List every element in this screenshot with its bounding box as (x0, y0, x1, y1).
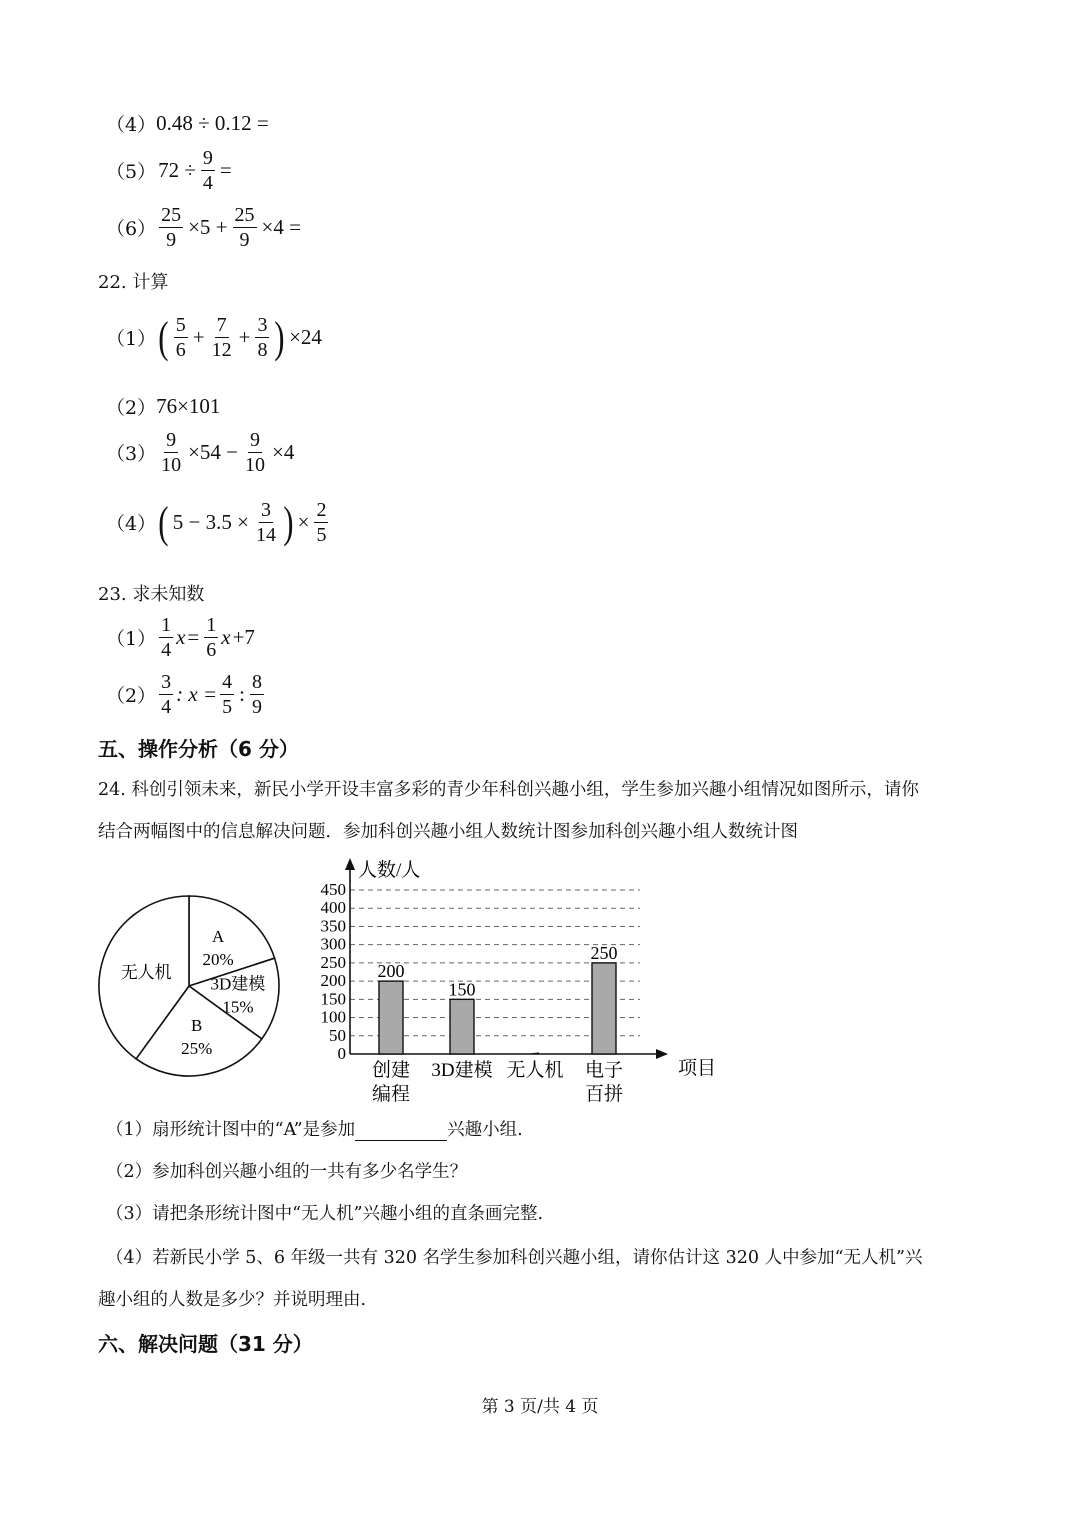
y-tick-label: 400 (320, 898, 346, 918)
expr-part: 5 − 3.5 × (172, 510, 249, 534)
y-tick-label: 450 (320, 880, 346, 899)
x-tick-label: 电子 (584, 1060, 624, 1081)
variable-x: x (176, 625, 186, 649)
denominator: 9 (239, 229, 250, 251)
item-label: （4） (106, 114, 157, 136)
numerator: 3 (260, 499, 271, 521)
expr-part: 72 ÷ (158, 158, 196, 182)
bar-value-label: 200 (377, 961, 405, 982)
right-paren: ) (283, 497, 294, 547)
item-label: （3） (106, 443, 157, 465)
denominator: 14 (255, 524, 276, 546)
denominator: 4 (161, 639, 172, 661)
q22-item-4 (106, 497, 331, 547)
denominator: 5 (222, 696, 233, 718)
item-label: （6） (106, 218, 157, 240)
denominator: 5 (316, 524, 327, 546)
expr-part: ×24 (289, 325, 322, 349)
numerator: 1 (161, 614, 172, 636)
x-tick-label-line2: 百拼 (584, 1084, 624, 1105)
fraction (255, 315, 269, 360)
x-tick-label: 无人机 (506, 1060, 564, 1081)
plus-sign: + (192, 325, 205, 349)
q21-item-6 (106, 205, 303, 250)
bar-value-label: 150 (448, 979, 476, 1000)
q23-title: 23. 求未知数 (98, 584, 205, 605)
fraction (159, 205, 183, 250)
q21-item-4 (106, 110, 269, 137)
sub-text: （1）扇形统计图中的“A”是参加 (106, 1120, 356, 1140)
q24-sub-4-line1: （4）若新民小学 5、6 年级一共有 320 名学生参加科创兴趣小组，请你估计这 320 人中参加“无人机”兴 (106, 1248, 923, 1268)
expr-part: ×4 (272, 440, 295, 464)
q23-item-1 (106, 615, 257, 660)
q21-item-5 (106, 148, 234, 193)
fraction (159, 672, 173, 717)
pie-slice-percent: 20% (202, 950, 234, 969)
answer-blank[interactable] (355, 1122, 447, 1141)
denominator: 4 (161, 696, 172, 718)
q22-item-3 (106, 430, 296, 475)
expr-part: ×4 = (261, 215, 301, 239)
plus-sign: + (238, 325, 251, 349)
denominator: 12 (211, 339, 232, 361)
numerator: 25 (161, 204, 182, 226)
numerator: 8 (251, 671, 262, 693)
denominator: 6 (175, 339, 186, 361)
bar-3 (592, 963, 616, 1054)
pie-slice-label: 3D建模 (210, 974, 266, 994)
fraction (314, 500, 328, 545)
pie-slice-label: B (191, 1015, 203, 1035)
fraction (220, 672, 234, 717)
x-axis-arrow (656, 1049, 668, 1059)
fraction (254, 500, 278, 545)
item-label: （2） (106, 397, 157, 419)
q24-paragraph-line1: 24. 科创引领未来，新民小学开设丰富多彩的青少年科创兴趣小组，学生参加兴趣小组情况如图所示，请你 (98, 780, 919, 800)
pie-slice-percent: 25% (181, 1038, 213, 1058)
bar-0 (379, 981, 403, 1054)
sub-text: 兴趣小组. (447, 1120, 523, 1140)
expr-part: +7 (232, 625, 255, 649)
denominator: 4 (202, 172, 213, 194)
fraction (201, 148, 215, 193)
y-axis-label: 人数/人 (358, 860, 421, 881)
item-label: （2） (106, 685, 157, 707)
y-axis-arrow (345, 858, 355, 870)
section-six-title: 六、解决问题（31 分） (98, 1332, 313, 1356)
fraction (204, 615, 218, 660)
right-paren: ) (274, 312, 285, 362)
fraction (233, 205, 257, 250)
q22-item-1 (106, 312, 324, 362)
q22-item-2 (106, 393, 220, 420)
denominator: 10 (245, 454, 266, 476)
item-label: （1） (106, 328, 157, 350)
numerator: 25 (234, 204, 255, 226)
expr-part: : (239, 682, 245, 706)
y-tick-label: 50 (329, 1025, 346, 1045)
pie-slice-label: A (211, 927, 225, 946)
x-tick-label-line2: 编程 (371, 1084, 411, 1105)
numerator: 3 (257, 314, 268, 336)
expr-part: : x = (176, 682, 218, 706)
numerator: 9 (250, 429, 261, 451)
q22-title: 22. 计算 (98, 272, 169, 293)
charts-figure (0, 848, 1080, 1108)
q23-item-2 (106, 672, 267, 717)
denominator: 9 (251, 696, 262, 718)
x-tick-label: 3D建模 (431, 1060, 493, 1081)
expr-part: ×54 − (188, 440, 239, 464)
q24-sub-3: （3）请把条形统计图中“无人机”兴趣小组的直条画完整. (106, 1204, 544, 1224)
y-tick-label: 350 (320, 916, 346, 936)
left-paren: ( (158, 497, 169, 547)
expr-part: = (187, 625, 200, 649)
numerator: 4 (222, 671, 233, 693)
y-tick-label: 200 (320, 971, 346, 991)
expression: 0.48 ÷ 0.12 = (156, 111, 269, 135)
item-label: （1） (106, 628, 157, 650)
pie-chart (99, 896, 279, 1076)
y-tick-label: 0 (337, 1044, 346, 1063)
bar-chart (321, 858, 717, 1105)
fraction (250, 672, 264, 717)
denominator: 6 (206, 639, 217, 661)
bar-value-label: 250 (590, 942, 618, 963)
item-label: （4） (106, 513, 157, 535)
denominator: 10 (161, 454, 182, 476)
x-axis-label: 项目 (678, 1058, 717, 1079)
variable-x: x (221, 625, 231, 649)
page-footer: 第 3 页/共 4 页 (481, 1397, 599, 1417)
expr-part: × (297, 510, 310, 534)
fraction (243, 430, 267, 475)
numerator: 2 (316, 499, 327, 521)
q24-sub-1 (106, 1116, 523, 1141)
y-tick-label: 100 (320, 1007, 346, 1027)
left-paren: ( (158, 312, 169, 362)
fraction (174, 315, 188, 360)
denominator: 8 (257, 339, 268, 361)
q24-paragraph-line2: 结合两幅图中的信息解决问题．参加科创兴趣小组人数统计图参加科创兴趣小组人数统计图 (98, 822, 798, 842)
q24-sub-4-line2: 趣小组的人数是多少？并说明理由. (98, 1290, 367, 1310)
y-tick-label: 250 (320, 952, 346, 972)
q24-sub-2: （2）参加科创兴趣小组的一共有多少名学生？ (106, 1162, 468, 1182)
expression: 76×101 (156, 394, 221, 418)
bar-1 (450, 999, 474, 1054)
section-five-title: 五、操作分析（6 分） (98, 737, 299, 761)
fraction (159, 430, 183, 475)
numerator: 3 (161, 671, 172, 693)
y-tick-label: 150 (320, 989, 346, 1009)
fraction (210, 315, 234, 360)
numerator: 5 (175, 314, 186, 336)
numerator: 7 (216, 314, 227, 336)
numerator: 9 (202, 147, 213, 169)
pie-slice-label: 无人机 (120, 963, 172, 983)
pie-slice-percent: 15% (222, 997, 254, 1017)
item-label: （5） (106, 161, 157, 183)
y-tick-label: 300 (320, 934, 346, 954)
expr-part: ×5 + (188, 215, 228, 239)
numerator: 1 (206, 614, 217, 636)
numerator: 9 (166, 429, 177, 451)
expr-part: = (219, 158, 232, 182)
denominator: 9 (166, 229, 177, 251)
x-tick-label: 创建 (371, 1060, 411, 1081)
fraction (159, 615, 173, 660)
